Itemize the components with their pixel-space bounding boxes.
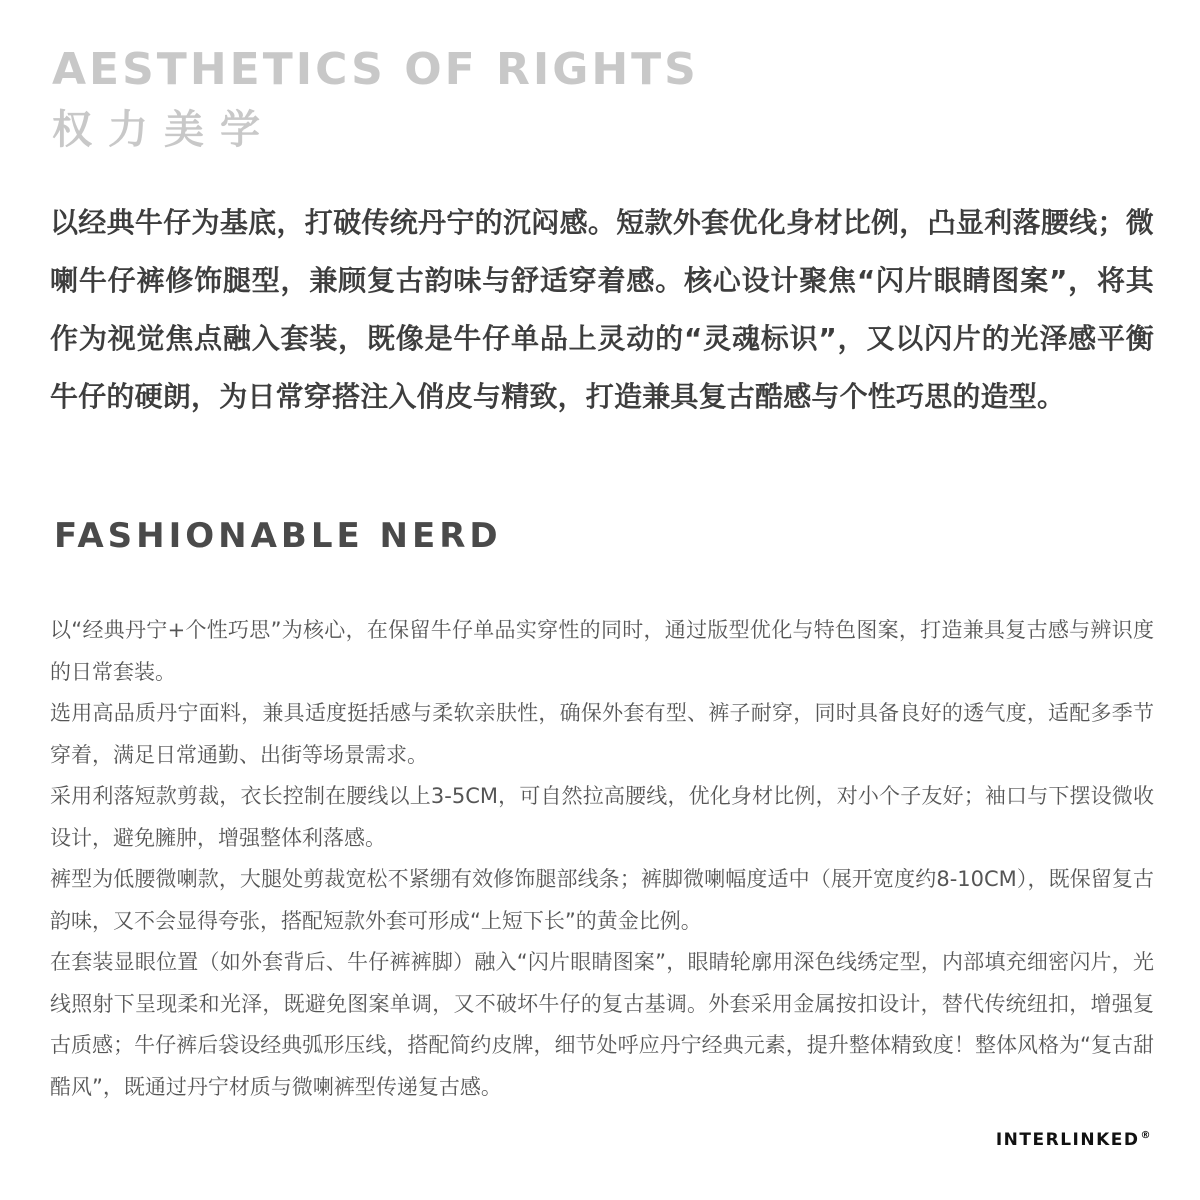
description-paragraph: 在套装显眼位置（如外套背后、牛仔裤裤脚）融入“闪片眼睛图案”，眼睛轮廓用深色线绣定型，内部填充细密闪片，光线照射下呈现柔和光泽，既避免图案单调，又不破坏牛仔的复古基调。外套采用金属按扣设计，替代传统纽扣，增强复古质感；牛仔裤后袋设经典弧形压线，搭配简约皮牌，细节处呼应丹宁经典元素，提升整体精致度！整体风格为“复古甜酷风”，既通过丹宁材质与微喇裤型传递复古感。 bbox=[50, 950, 1154, 1099]
registered-mark: ® bbox=[1140, 1130, 1152, 1141]
description-paragraph: 采用利落短款剪裁，衣长控制在腰线以上3-5CM，可自然拉高腰线，优化身材比例，对小个子友好；袖口与下摆设微收设计，避免臃肿，增强整体利落感。 bbox=[50, 784, 1154, 850]
brand-name: INTERLINKED bbox=[995, 1130, 1140, 1150]
description-paragraph: 选用高品质丹宁面料，兼具适度挺括感与柔软亲肤性，确保外套有型、裤子耐穿，同时具备良好的透气度，适配多季节穿着，满足日常通勤、出街等场景需求。 bbox=[50, 701, 1154, 767]
title-chinese: 权力美学 bbox=[52, 107, 276, 153]
intro-paragraph: 以经典牛仔为基底，打破传统丹宁的沉闷感。短款外套优化身材比例，凸显利落腰线；微喇牛仔裤修饰腿型，兼顾复古韵味与舒适穿着感。核心设计聚焦“闪片眼睛图案”，将其作为视觉焦点融入套装，既像是牛仔单品上灵动的“灵魂标识”，又以闪片的光泽感平衡牛仔的硬朗，为日常穿搭注入俏皮与精致，打造兼具复古酷感与个性巧思的造型。 bbox=[50, 206, 1154, 413]
brand-logo bbox=[996, 1128, 1152, 1152]
description-paragraph: 以“经典丹宁+个性巧思”为核心，在保留牛仔单品实穿性的同时，通过版型优化与特色图案，打造兼具复古感与辨识度的日常套装。 bbox=[50, 618, 1154, 684]
description-body bbox=[50, 610, 1154, 1108]
description-paragraph: 裤型为低腰微喇款，大腿处剪裁宽松不紧绷有效修饰腿部线条；裤脚微喇幅度适中（展开宽度约8-10CM），既保留复古韵味，又不会显得夸张，搭配短款外套可形成“上短下长”的黄金比例。 bbox=[50, 867, 1154, 933]
section-title: FASHIONABLE NERD bbox=[54, 516, 502, 556]
title-english: AESTHETICS OF RIGHTS bbox=[52, 44, 699, 95]
